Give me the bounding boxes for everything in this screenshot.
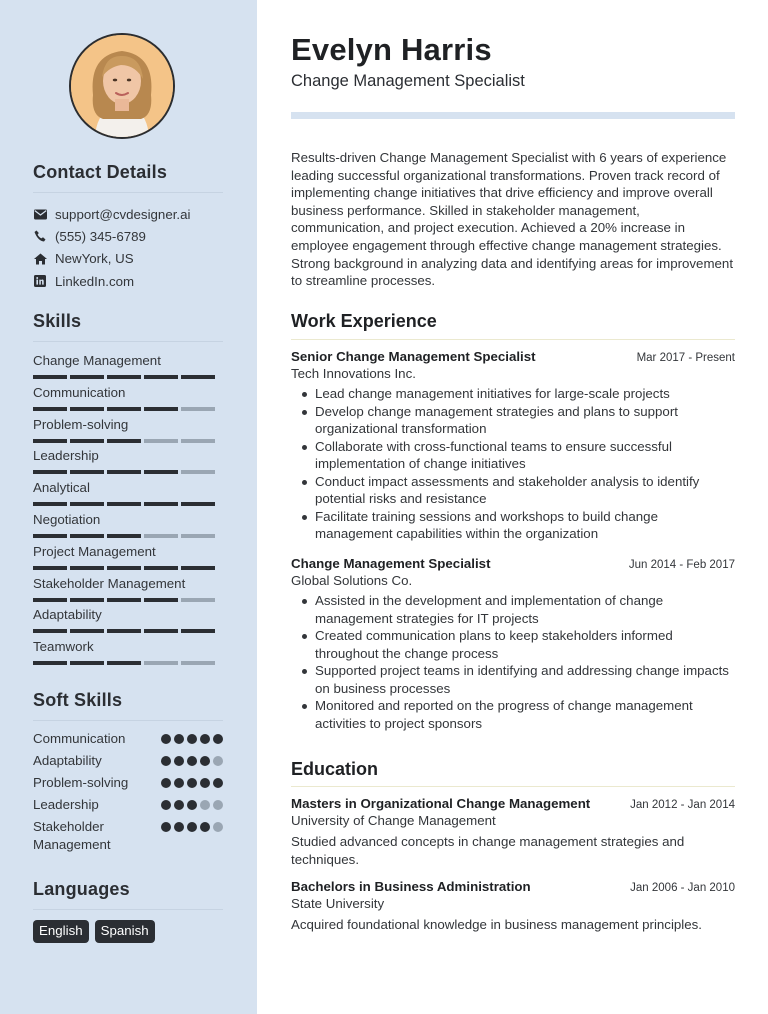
rating-dot [174,778,184,788]
rating-dot [200,778,210,788]
soft-skill-rating [161,730,223,744]
language-tags [33,920,223,943]
skill-level-segment [181,439,215,443]
skill-level-bar [33,470,223,474]
rating-dot [187,778,197,788]
skill-level-bar [33,375,223,379]
candidate-name: Evelyn Harris [291,32,492,67]
contact-phone-text: (555) 345-6789 [55,228,146,244]
rating-dot [161,756,171,766]
job-bullets [291,592,735,732]
skill-level-segment [181,470,215,474]
skill-level-segment [181,502,215,506]
contact-linkedin[interactable] [33,270,223,292]
soft-skill-name: Adaptability [33,753,102,768]
skill-level-segment [107,502,141,506]
degree-title: Masters in Organizational Change Management [291,796,591,811]
work-experience-title: Work Experience [291,311,437,331]
contact-list [33,203,223,292]
language-tag: Spanish [95,920,155,943]
skill-level-segment [144,375,178,379]
rating-dot [174,756,184,766]
rating-dot [200,756,210,766]
header-accent-bar [291,112,735,119]
skill-level-segment [33,566,67,570]
skill-level-segment [107,566,141,570]
job-bullet: Created communication plans to keep stakeholders informed throughout the change process [291,627,735,662]
skill-level-segment [33,534,67,538]
rating-dot [161,822,171,832]
divider [291,339,735,340]
skill-item [33,416,223,448]
job-bullet: Assisted in the development and implementation of change management strategies for IT projects [291,592,735,627]
contact-title: Contact Details [33,162,168,182]
divider [33,341,223,342]
education-entry [291,796,735,868]
soft-skill-item [33,730,223,748]
sidebar [0,0,257,1014]
skill-level-segment [33,629,67,633]
divider [291,786,735,787]
skill-level-segment [33,407,67,411]
skill-level-bar [33,407,223,411]
rating-dot [187,822,197,832]
divider [33,720,223,721]
job-bullet: Develop change management strategies and plans to support organizational transformation [291,403,735,438]
skill-name: Change Management [33,353,161,368]
education-title: Education [291,759,379,779]
skill-level-segment [181,661,215,665]
skill-level-segment [144,534,178,538]
school-name: State University [291,896,385,911]
skill-name: Teamwork [33,639,94,655]
skill-level-segment [33,375,67,379]
skill-level-segment [107,598,141,602]
skill-item [33,575,223,607]
skill-level-segment [70,661,104,665]
school-name: University of Change Management [291,813,496,828]
phone-icon [33,229,47,243]
skill-item [33,638,223,670]
contact-location [33,248,223,270]
skill-item [33,384,223,416]
job-bullet: Facilitate training sessions and workshops to build change management capabilities within the organization [291,508,735,543]
skill-level-segment [33,598,67,602]
skills-section [33,311,223,670]
skill-level-segment [144,629,178,633]
contact-email[interactable] [33,203,223,225]
skill-level-segment [181,629,215,633]
rating-dot [200,800,210,810]
skill-level-segment [33,439,67,443]
skill-name: Adaptability [33,607,102,623]
skill-level-segment [181,407,215,411]
job-date: Jun 2014 - Feb 2017 [628,559,735,571]
skill-name: Analytical [33,480,90,496]
soft-skill-item [33,752,223,770]
soft-skill-name: Stakeholder Management [33,819,111,852]
job-bullet: Lead change management initiatives for large-scale projects [291,385,735,403]
skill-level-segment [33,470,67,474]
skill-item [33,606,223,638]
rating-dot [213,756,223,766]
rating-dot [187,734,197,744]
skill-name: Communication [33,384,126,400]
job-bullet: Monitored and reported on the progress of change management activities to project sponsors [291,697,735,732]
skill-level-segment [33,661,67,665]
rating-dot [174,734,184,744]
skill-level-bar [33,502,223,506]
soft-skills-section [33,690,223,858]
divider [33,192,223,193]
job-entry [291,349,735,543]
skill-level-segment [70,566,104,570]
soft-skill-item [33,774,223,792]
job-title: Change Management Specialist [291,556,491,571]
education-description: Studied advanced concepts in change management strategies and techniques. [291,834,685,867]
soft-skill-name: Communication [33,731,126,746]
skill-level-segment [70,375,104,379]
job-bullet: Collaborate with cross-functional teams to ensure successful implementation of change initiatives [291,438,735,473]
skills-list [33,352,223,670]
skill-level-segment [144,661,178,665]
soft-skill-name: Problem-solving [33,775,129,790]
candidate-role: Change Management Specialist [291,72,525,90]
soft-skills-list [33,730,223,854]
rating-dot [174,800,184,810]
skill-level-segment [70,598,104,602]
rating-dot [200,822,210,832]
language-tag: English [33,920,89,943]
languages-title: Languages [33,879,130,899]
job-title: Senior Change Management Specialist [291,349,536,364]
job-entry [291,556,735,732]
contact-location-text: NewYork, US [55,251,134,267]
skill-level-segment [144,566,178,570]
skill-level-segment [181,534,215,538]
skill-level-segment [70,534,104,538]
skill-level-segment [70,629,104,633]
skill-level-segment [70,470,104,474]
rating-dot [213,800,223,810]
job-bullet: Conduct impact assessments and stakeholder analysis to identify potential risks and resistance [291,473,735,508]
skill-level-segment [107,661,141,665]
skill-level-segment [107,439,141,443]
skill-item [33,479,223,511]
skill-level-segment [70,407,104,411]
skill-level-segment [107,407,141,411]
skill-level-segment [33,502,67,506]
skill-name: Project Management [33,543,156,559]
profile-summary: Results-driven Change Management Specialist with 6 years of experience leading successful organizational transformations. Proven track record of implementing change initiatives that drive efficiency and improve overall business performance. Skilled in stakeholder management, communication, and project execution. Achieved a 20% increase in employee engagement through effective change management strategies. Strong background in analyzing data and identifying areas for improvement to streamline processes. [291,150,734,289]
job-date: Mar 2017 - Present [636,352,735,364]
skill-level-bar [33,566,223,570]
skill-level-segment [181,375,215,379]
linkedin-icon [33,274,47,288]
rating-dot [161,734,171,744]
soft-skill-rating [161,818,223,832]
skill-level-segment [144,502,178,506]
skill-level-segment [181,598,215,602]
skill-level-segment [144,470,178,474]
job-bullet: Supported project teams in identifying and addressing change impacts on business processes [291,662,735,697]
envelope-icon [33,207,47,221]
job-bullets [291,385,735,543]
rating-dot [187,800,197,810]
skill-level-segment [144,439,178,443]
skill-level-segment [107,375,141,379]
skill-name: Stakeholder Management [33,575,186,591]
languages-section [33,879,223,943]
skill-level-segment [70,439,104,443]
rating-dot [213,822,223,832]
skill-item [33,447,223,479]
divider [33,909,223,910]
soft-skill-item [33,796,223,814]
skill-level-bar [33,598,223,602]
education-date: Jan 2006 - Jan 2010 [630,882,735,894]
skill-name: Leadership [33,448,99,464]
job-company: Tech Innovations Inc. [291,366,416,381]
skill-level-bar [33,629,223,633]
skill-level-bar [33,534,223,538]
skill-item [33,511,223,543]
home-icon [33,252,47,266]
skill-name: Problem-solving [33,416,129,432]
soft-skills-title: Soft Skills [33,690,123,710]
skill-item [33,352,223,384]
rating-dot [213,778,223,788]
rating-dot [161,778,171,788]
contact-email-text: support@cvdesigner.ai [55,206,191,222]
job-company: Global Solutions Co. [291,573,413,588]
contact-linkedin-text: LinkedIn.com [55,273,135,289]
rating-dot [187,756,197,766]
degree-title: Bachelors in Business Administration [291,879,531,894]
skill-level-segment [144,407,178,411]
rating-dot [213,734,223,744]
soft-skill-item [33,818,223,854]
soft-skill-rating [161,774,223,788]
skill-level-bar [33,439,223,443]
contact-section [33,162,223,292]
contact-phone[interactable] [33,225,223,247]
skill-item [33,543,223,575]
avatar [69,33,175,139]
soft-skill-rating [161,796,223,810]
soft-skill-rating [161,752,223,766]
education-entry [291,879,735,934]
skill-name: Negotiation [33,511,101,527]
soft-skill-name: Leadership [33,797,99,812]
skill-level-segment [107,534,141,538]
skill-level-segment [107,629,141,633]
rating-dot [200,734,210,744]
skill-level-bar [33,661,223,665]
skill-level-segment [144,598,178,602]
rating-dot [161,800,171,810]
skill-level-segment [70,502,104,506]
rating-dot [174,822,184,832]
education-date: Jan 2012 - Jan 2014 [630,799,735,811]
portrait-image [71,35,173,137]
skills-title: Skills [33,311,82,331]
skill-level-segment [181,566,215,570]
skill-level-segment [107,470,141,474]
education-description: Acquired foundational knowledge in business management principles. [291,917,702,932]
